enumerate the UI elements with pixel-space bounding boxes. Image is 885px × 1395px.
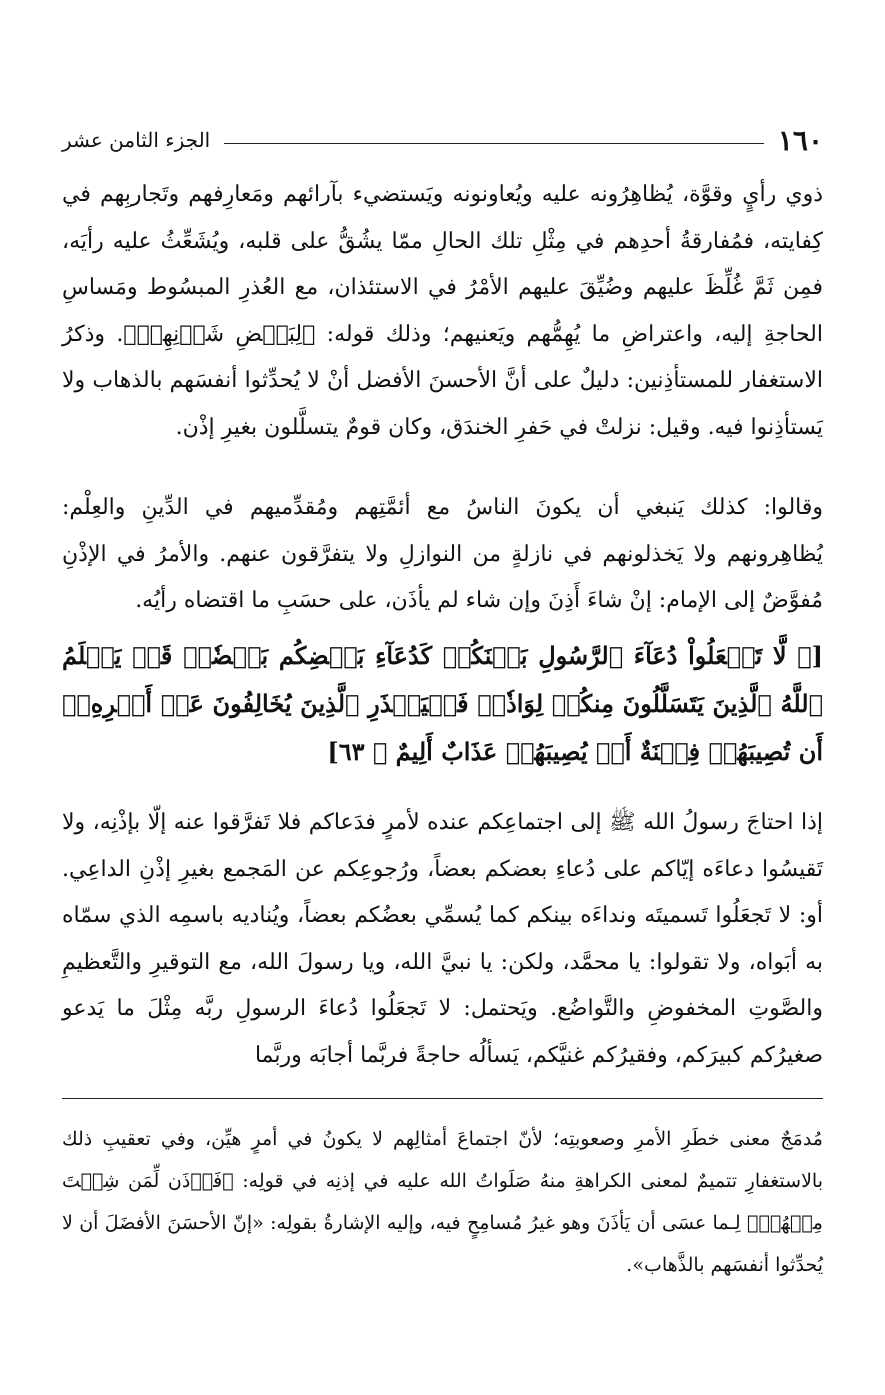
header-rule [224, 143, 764, 144]
page-number: ١٦٠ [777, 123, 823, 157]
running-title: الجزء الثامن عشر [62, 128, 211, 152]
paragraph-text: إذا احتاجَ رسولُ الله ﷺ إلى اجتماعِكم عنده لأمرٍ فدَعاكم فلا تَفرَّقوا عنه إلّا بإذْنِه، ولا تَقيسُوا دعاءَه إيّاكم على دُعاءِ بعضكم بعضاً، ورُجوعِكم عن المَجمع بغيرِ إذْنِ الداعِي. أو: لا تَجعَلُوا تَسميتَه ونداءَه بينكم كما يُسمِّي بعضُكم بعضاً، ويُناديه باسمِه الذي سمّاه به أبَواه، ولا تقولوا: يا محمَّد، ولكن: يا نبيَّ الله، ويا رسولَ الله، مع التوقيرِ والتَّعظيمِ والصَّوتِ المخفوضِ والتَّواضُع. ويَحتمل: لا تَجعَلُوا دُعاءَ الرسولِ ربَّه مِثْلَ ما يَدعو صغيرُكم كبيرَكم، وفقيرُكم غنيَّكم، يَسألُه حاجةً فربَّما أجابَه وربَّما [62, 810, 823, 1068]
quran-verse-block [62, 632, 823, 776]
quran-verse: [﴿ لَّا تَجۡعَلُواْ دُعَآءَ ٱلرَّسُولِ بَيۡنَكُمۡ كَدُعَآءِ بَعۡضِكُم بَعۡضٗاۚ قَدۡ يَعۡلَمُ ٱللَّهُ ٱلَّذِينَ يَتَسَلَّلُونَ مِنكُمۡ لِوَاذٗاۚ فَلۡيَحۡذَرِ ٱلَّذِينَ يُخَالِفُونَ عَنۡ أَمۡرِهِۦٓ أَن تُصِيبَهُمۡ فِتۡنَةٌ أَوۡ يُصِيبَهُمۡ عَذَابٌ أَلِيمٌ ﴾ ٦٣] [62, 641, 823, 766]
body-paragraph-2 [62, 485, 823, 625]
body-paragraph-1 [62, 172, 823, 451]
footnote-text: مُدمَجٌ معنى خطَرِ الأمرِ وصعوبتِه؛ لأنّ اجتماعَ أمثالِهم لا يكونُ في أمرٍ هيِّن، وفي تعقيبِ ذلك بالاستغفارِ تتميمٌ لمعنى الكراهةِ منهُ صَلَواتُ الله عليه في إذنِه في قولِه: ﴿فَأۡذَن لِّمَن شِئۡتَ مِنۡهُمۡ﴾ لِـما عسَى أن يَأذَنَ وهو غيرُ مُسامِحٍ فيه، وإليه الإشارةُ بقولِه: «إنّ الأحسَنَ الأفضَلَ أن لا يُحدِّثوا أنفسَهم بالذَّهاب». [62, 1128, 823, 1276]
footnote-divider [62, 1098, 823, 1099]
page-header [62, 120, 823, 160]
footnote-block [62, 1118, 823, 1286]
paragraph-text: وقالوا: كذلك يَنبغي أن يكونَ الناسُ مع أئمَّتِهم ومُقدِّميهم في الدِّينِ والعِلْم: يُظاهِرونهم ولا يَخذلونهم في نازلةٍ من النوازلِ ولا يتفرَّقون عنهم. والأمرُ في الإذْنِ مُفوَّضٌ إلى الإمام: إنْ شاءَ أَذِنَ وإن شاء لم يأذَن، على حسَبِ ما اقتضاه رأيُه. [62, 495, 824, 613]
body-paragraph-3 [62, 800, 823, 1079]
paragraph-text: ذوي رأيٍ وقوَّة، يُظاهِرُونه عليه ويُعاونونه ويَستضيء بآرائهم ومَعارِفهم وتَجاربِهم في كِفايته، فمُفارقةُ أحدِهم في مِثْلِ تلك الحالِ ممّا يشُقُّ على قلبه، ويُشَعِّثُ عليه رأيَه، فمِن ثَمَّ غُلِّظَ عليهم وضُيِّقَ عليهم الأمْرُ في الاستئذان، مع العُذرِ المبسُوط ومَساسِ الحاجةِ إليه، واعتراضِ ما يُهِمُّهم ويَعنيهم؛ وذلك قوله: ﴿لِبَعۡضِ شَأۡنِهِمۡ﴾. وذكرُ الاستغفار للمستأذِنين: دليلٌ على أنَّ الأحسنَ الأفضل أنْ لا يُحدِّثوا أنفسَهم بالذهاب ولا يَستأذِنوا فيه. وقيل: نزلتْ في حَفرِ الخندَق، وكان قومٌ يتسلَّلون بغيرِ إذْن. [62, 182, 823, 440]
